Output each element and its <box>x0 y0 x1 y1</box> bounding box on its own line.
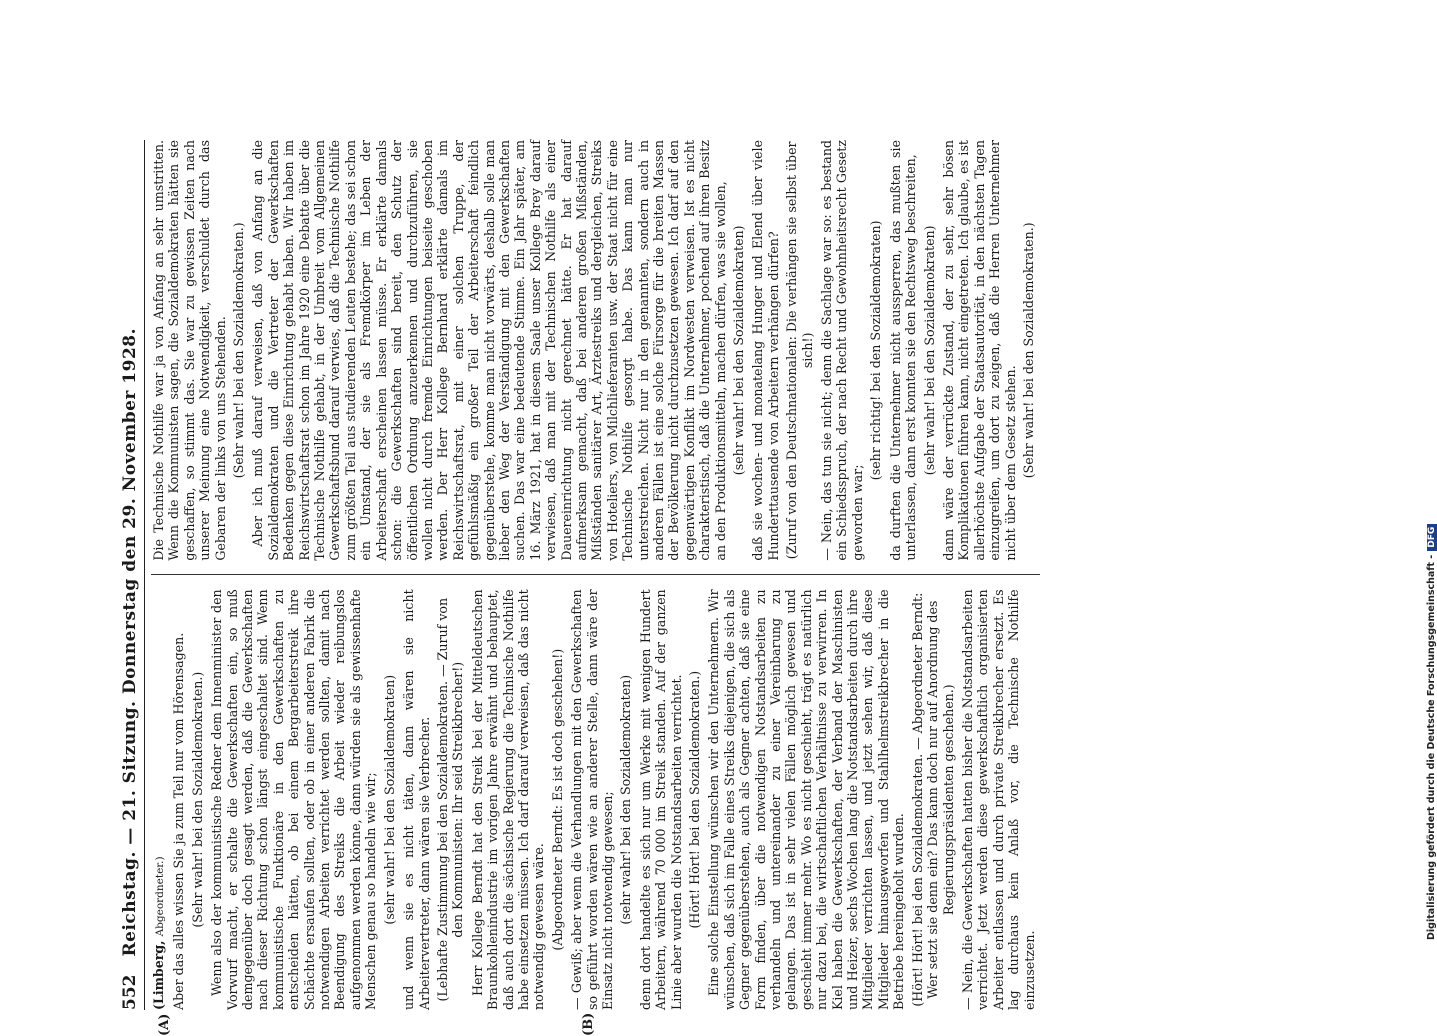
interjection: (Abgeordneter Berndt: Es ist doch geschehen!) <box>549 648 565 951</box>
speaker-line <box>151 589 168 1010</box>
paragraph: und wenn sie es nicht täten, dann wären sie nicht Arbeitervertreter, dann wären sie Verbrecher. <box>401 589 432 1010</box>
interjection: (sehr richtig! bei den Sozialdemokraten) <box>868 220 884 481</box>
dfg-logo: DFG <box>1427 524 1437 551</box>
paragraph: Die Technische Nothilfe war ja von Anfang an sehr umstritten. Wenn die Kommunisten sagen, die Sozialdemokraten hätten sie geschaffen, so stimmt das. Sie war zu gewissen Zeiten nach unserer Meinung eine Notwendigkeit, verschuldet durch das Gebaren der links von uns Stehenden. <box>151 140 228 561</box>
speaker-role: Abgeordneter.) <box>154 856 166 937</box>
left-column <box>151 589 1040 1010</box>
interjection: (sehr wahr! bei den Sozialdemokraten) <box>618 674 634 925</box>
credit-text: Digitalisierung gefördert durch die Deutsche Forschungsgemeinschaft - <box>1426 554 1437 940</box>
margin-marker-b: (B) <box>581 1012 596 1036</box>
paragraph: — Gewiß; aber wenn die Verhandlungen mit den Gewerkschaften so geführt worden wären wie an anderer Stelle, dann wäre der Einsatz nicht notwendig gewesen; <box>569 589 615 1010</box>
speaker-name: (Limberg, <box>151 940 166 1010</box>
scanned-page <box>40 50 1410 1036</box>
paragraph: — Nein, das tun sie nicht; denn die Sachlage war so: es bestand ein Schiedsspruch, der nach Recht und Gewohnheitsrecht Gesetz geworden war; <box>819 140 865 561</box>
paragraph: denn dort handelte es sich nur um Werke mit wenigen Hundert Arbeitern, während 70 000 im Streik standen. Auf der ganzen Linie aber wurden die Notstandsarbeiten verrichtet. <box>637 589 684 1010</box>
paragraph: Herr Kollege Berndt hat den Streik bei der Mitteldeutschen Braunkohlenindustrie im vorigen Jahre erwähnt und behauptet, daß auch dort die sächsische Regierung die Technische Nothilfe habe einsetzen müssen. Ich darf darauf verweisen, daß das nicht notwendig gewesen wäre. <box>469 589 547 1010</box>
paragraph: dann wäre der verrückte Zustand, der zu sehr, sehr bösen Komplikationen führen kann, nicht eingetreten. Ich glaube, es ist allerhöchste Aufgabe der Staatsautorität, in den nächsten Tagen einzugreifen, um dort zu zeigen, daß die Herren Unternehmer nicht über dem Gesetz stehen. <box>940 140 1018 561</box>
interjection: (Hört! Hört! bei den Sozialdemokraten.) <box>687 670 702 929</box>
column-divider <box>151 575 1040 576</box>
right-column <box>151 140 1040 561</box>
interjection: (Sehr wahr! bei den Sozialdemokraten.) <box>1020 222 1036 479</box>
interjection: (sehr wahr! bei den Sozialdemokraten) <box>731 225 747 476</box>
digitization-credit <box>1414 0 1437 1000</box>
rotated-page <box>120 140 1300 1036</box>
paragraph: Eine solche Einstellung wünschen wir den Unternehmern. Wir wünschen, daß sich im Falle eines Streiks diejenigen, die sich als Gegner gegenüberstehen, auch als Gegner achten, daß sie eine Form finden, über die notwendigen Notstandsarbeiten zu verhandeln und untereinander zu einer Vereinbarung zu gelangen. Das ist in sehr vielen Fällen möglich gewesen und geschieht immer mehr. Wo es nicht geschieht, trägt es natürlich nur dazu bei, die wirtschaftlichen Verhältnisse zu verwirren. In Kiel haben die Gewerkschaften, der Verband der Maschinisten und Heizer, sechs Wochen lang die Notstandsarbeiten durch ihre Mitglieder verrichten lassen, und jetzt sehen wir, daß diese Mitglieder hinausgeworfen und Stahlhelmstreikbrecher in die Betriebe hereingeholt wurden. <box>706 589 907 1010</box>
interjection: (Sehr wahr! bei den Sozialdemokraten.) <box>231 222 247 479</box>
interjection: (sehr wahr! bei den Sozialdemokraten) <box>381 674 397 925</box>
interjection: (Zuruf von den Deutschnationalen: Die verhängen sie selbst über sich!) <box>784 141 815 560</box>
paragraph: Aber ich muß darauf verweisen, daß von Anfang an die Sozialdemokraten und die Vertreter der Gewerkschaften Bedenken gegen diese Einrichtung gehabt haben. Wir haben im Reichswirtschaftsrat schon im Jahre 1920 eine Debatte über die Technische Nothilfe gehabt, in der Umbreit vom Allgemeinen Gewerkschaftsbund darauf verwies, daß die Technische Nothilfe zum größten Teil aus studierenden Leuten bestehe; das sei schon ein Umstand, der sie als Fremdkörper im Leben der Arbeiterschaft erscheinen lassen müsse. Er erklärte damals schon: die Gewerkschaften sind bereit, den Schutz der öffentlichen Ordnung anzuerkennen und durchzuführen, sie wollen nicht durch fremde Einrichtungen beiseite geschoben werden. Der Herr Kollege Bernhard erklärte damals im Reichswirtschaftsrat, mit einer solchen Truppe, der gefühlsmäßig ein großer Teil der Arbeiterschaft feindlich gegenüberstehe, komme man nicht vorwärts, deshalb solle man lieber den Weg der Verständigung mit den Gewerkschaften suchen. Das war eine bedeutende Stimme. Ein Jahr später, am 16. März 1921, hat in diesem Saale unser Kollege Brey darauf verwiesen, daß man mit der Technischen Nothilfe als einer Dauereinrichtung nicht gerechnet hätte. Er hat darauf aufmerksam gemacht, daß bei anderen großen Mißständen, Mißständen sanitärer Art, Ärztestreiks und dergleichen, Streiks von Hoteliers, von Milchlieferanten usw. der Staat nicht für eine Technische Nothilfe gesorgt habe. Das kann man nur unterstreichen. Nicht nur in den genannten, sondern auch in anderen Fällen ist eine solche Fürsorge für die breiten Massen der Bevölkerung nicht durchzusetzen gewesen. Ich darf auf den gegenwärtigen Konflikt im Nordwesten verweisen. Ist es nicht charakteristisch, daß die Unternehmer, pochend auf ihren Besitz an den Produktionsmitteln, machen dürfen, was sie wollen, <box>250 140 728 561</box>
paragraph: Aber das alles wissen Sie ja zum Teil nur vom Hörensagen. <box>171 632 187 1010</box>
page-number: 552 <box>120 974 140 1010</box>
paragraph: daß sie wochen- und monatelang Hunger und Elend über viele Hunderttausende von Arbeitern verhängen dürfen? <box>750 140 781 561</box>
margin-marker-a: (A) <box>157 1013 172 1036</box>
interjection: (Lebhafte Zustimmung bei den Sozialdemokraten. — Zuruf von den Kommunisten: Ihr seid Streikbrecher!) <box>434 597 466 1002</box>
interjection: (sehr wahr! bei den Sozialdemokraten) <box>921 225 937 476</box>
interjection: (Sehr wahr! bei den Sozialdemokraten.) <box>189 671 205 928</box>
text-columns <box>151 140 1040 1036</box>
page-header <box>120 140 145 1010</box>
page-title: Reichstag. — 21. Sitzung. Donnerstag den 29. November 1928. <box>120 327 140 957</box>
interjection: (Hört! Hört! bei den Sozialdemokraten. — Abgeordneter Berndt: Wer setzt sie denn ein? Das kann doch nur auf Anordnung des Regierungspräsidenten geschehen.) <box>909 592 956 1007</box>
paragraph: — Nein, die Gewerkschaften hatten bisher die Notstandsarbeiten verrichtet. Jetzt werden diese gewerkschaftlich organisierten Arbeiter entlassen und durch private Streikbrecher ersetzt. Es lag durchaus kein Anlaß vor, die Technische Nothilfe einzusetzen. <box>959 589 1037 1010</box>
paragraph: Wenn also der kommunistische Redner dem Innenminister den Vorwurf macht, er schalte die Gewerkschaften ein, so muß demgegenüber doch gesagt werden, daß die Gewerkschaften nach dieser Richtung schon längst eingeschaltet sind. Wenn kommunistische Funktionäre in den Gewerkschaften zu entscheiden hätten, ob bei einem Bergarbeiterstreik ihre Schächte ersaufen sollten, oder ob in einer anderen Fabrik die notwendigen Arbeiten verrichtet werden sollten, damit nach Beendigung des Streiks die Arbeit wieder reibungslos aufgenommen werden könne, dann würden sie als gewissenhafte Menschen genau so handeln wie wir; <box>209 589 379 1010</box>
paragraph: da durften die Unternehmer nicht aussperren, das mußten sie unterlassen, dann erst konnten sie den Rechtsweg beschreiten, <box>887 140 919 561</box>
